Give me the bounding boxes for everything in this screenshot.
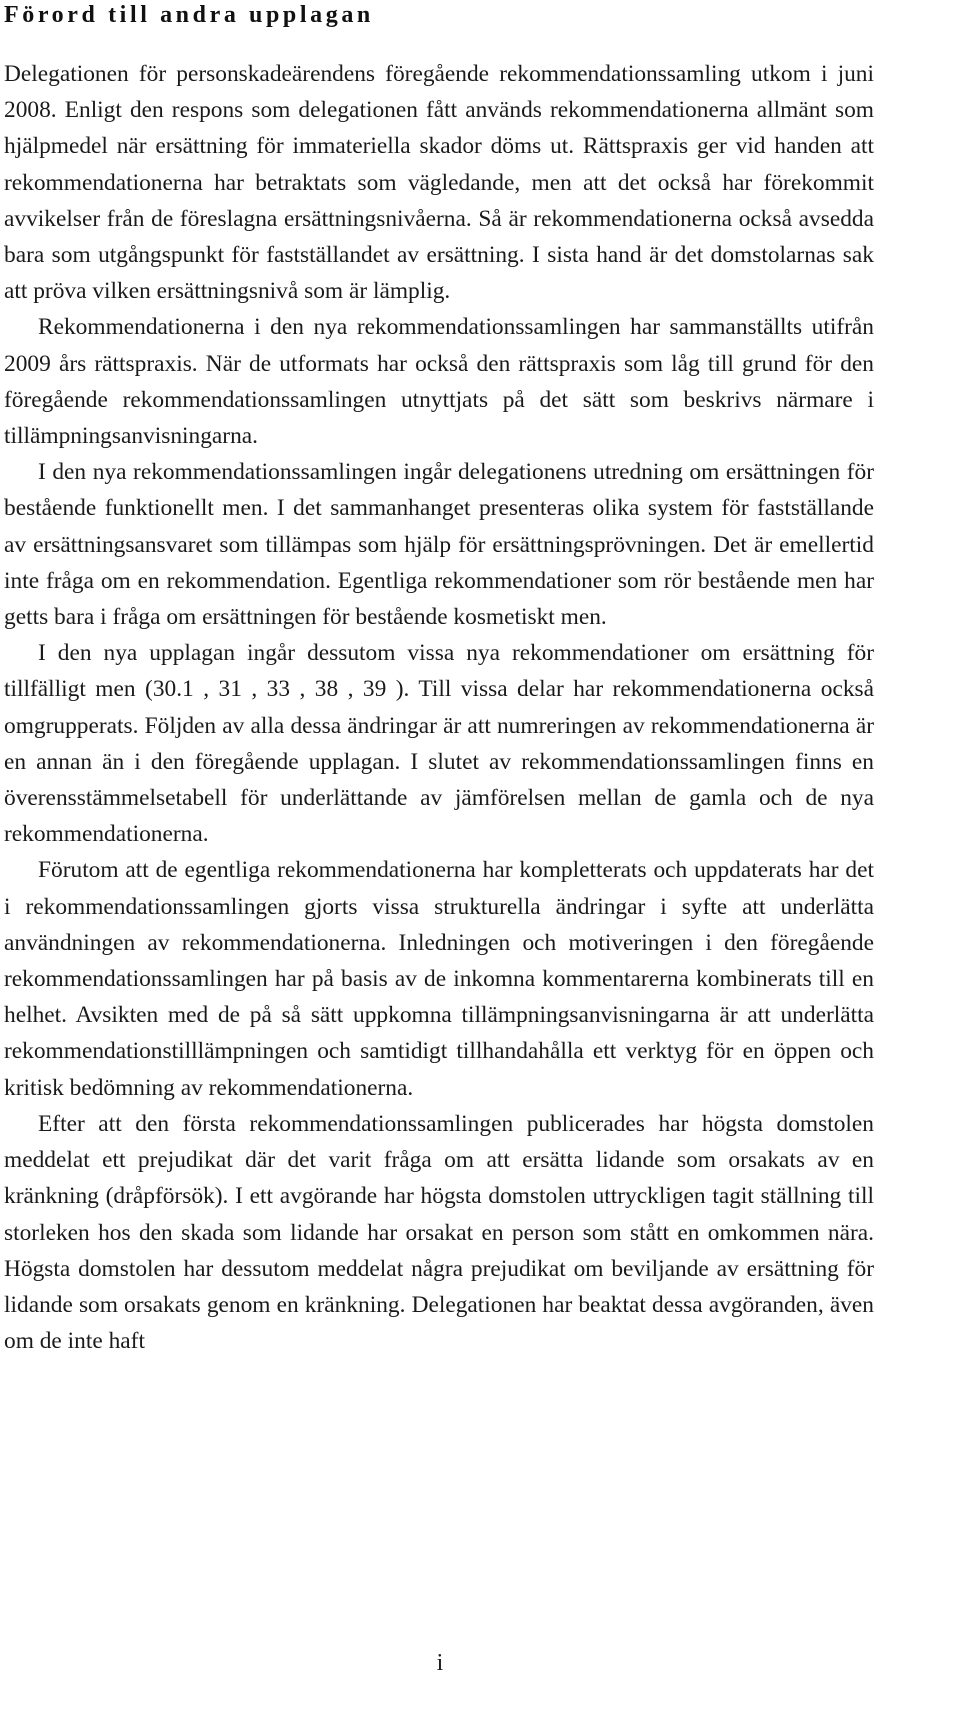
paragraph-3: I den nya rekommendationssamlingen ingår delegationens utredning om ersättningen för bestående funktionellt men. I det sammanhanget presenteras olika system för fastställande av ersättningsansvaret som tillämpas som hjälp för ersättningsprövningen. Det är emellertid inte fråga om en rekommendation. Egentliga rekommendationer som rör bestående men har getts bara i fråga om ersättningen för bestående kosmetiskt men.: [4, 459, 874, 631]
paragraph-5: Förutom att de egentliga rekommendationerna har kompletterats och uppdaterats har det i rekommendationssamlingen gjorts vissa strukturella ändringar i syfte att underlätta användningen av rekommendationerna. Inledningen och motiveringen i den föregående rekommendationssamlingen har på basis av de inkomna kommentarerna kombinerats till en helhet. Avsikten med de på så sätt uppkomna tillämpningsanvisningarna är att underlätta rekommendationstilllämpningen och samtidigt tillhandahålla ett verktyg för en öppen och kritisk bedömning av rekommendationerna.: [4, 857, 874, 1101]
page-number: i: [436, 1650, 444, 1676]
page-title: Förord till andra upplagan: [4, 2, 374, 28]
paragraph-1: Delegationen för personskadeärendens föregående rekommendationssamling utkom i juni 2008. Enligt den respons som delegationen fått används rekommendationerna allmänt som hjälpmedel när ersättning för immateriella skador döms ut. Rättspraxis ger vid handen att rekommendationerna har betraktats som vägledande, men att det också har förekommit avvikelser från de föreslagna ersättningsnivåerna. Så är rekommendationerna också avsedda bara som utgångspunkt för fastställandet av ersättning. I sista hand är det domstolarnas sak att pröva vilken ersättningsnivå som är lämplig.: [4, 61, 874, 305]
paragraph-2: Rekommendationerna i den nya rekommendationssamlingen har sammanställts utifrån 2009 års rättspraxis. När de utformats har också den rättspraxis som låg till grund för den föregående rekommendationssamlingen utnyttjats på det sätt som beskrivs närmare i tillämpningsanvisningarna.: [4, 314, 874, 450]
paragraph-6: Efter att den första rekommendationssamlingen publicerades har högsta domstolen meddelat ett prejudikat där det varit fråga om att ersätta lidande som orsakats av en kränkning (dråpförsök). I ett avgörande har högsta domstolen uttryckligen tagit ställning till storleken hos den skada som lidande har orsakat en person som stått en omkommen nära. Högsta domstolen har dessutom meddelat några prejudikat om beviljande av ersättning för lidande som orsakats genom en kränkning. Delegationen har beaktat dessa avgöranden, även om de inte haft: [4, 1110, 874, 1355]
body-text: [4, 56, 874, 1359]
paragraph-4: I den nya upplagan ingår dessutom vissa nya rekommendationer om ersättning för tillfälligt men (30.1 , 31 , 33 , 38 , 39 ). Till vissa delar har rekommendationerna också omgrupperats. Följden av alla dessa ändringar är att numreringen av rekommendationerna är en annan än i den föregående upplagan. I slutet av rekommendationssamlingen finns en överensstämmelsetabell för underlättande av jämförelsen mellan de gamla och de nya rekommendationerna.: [4, 640, 874, 848]
